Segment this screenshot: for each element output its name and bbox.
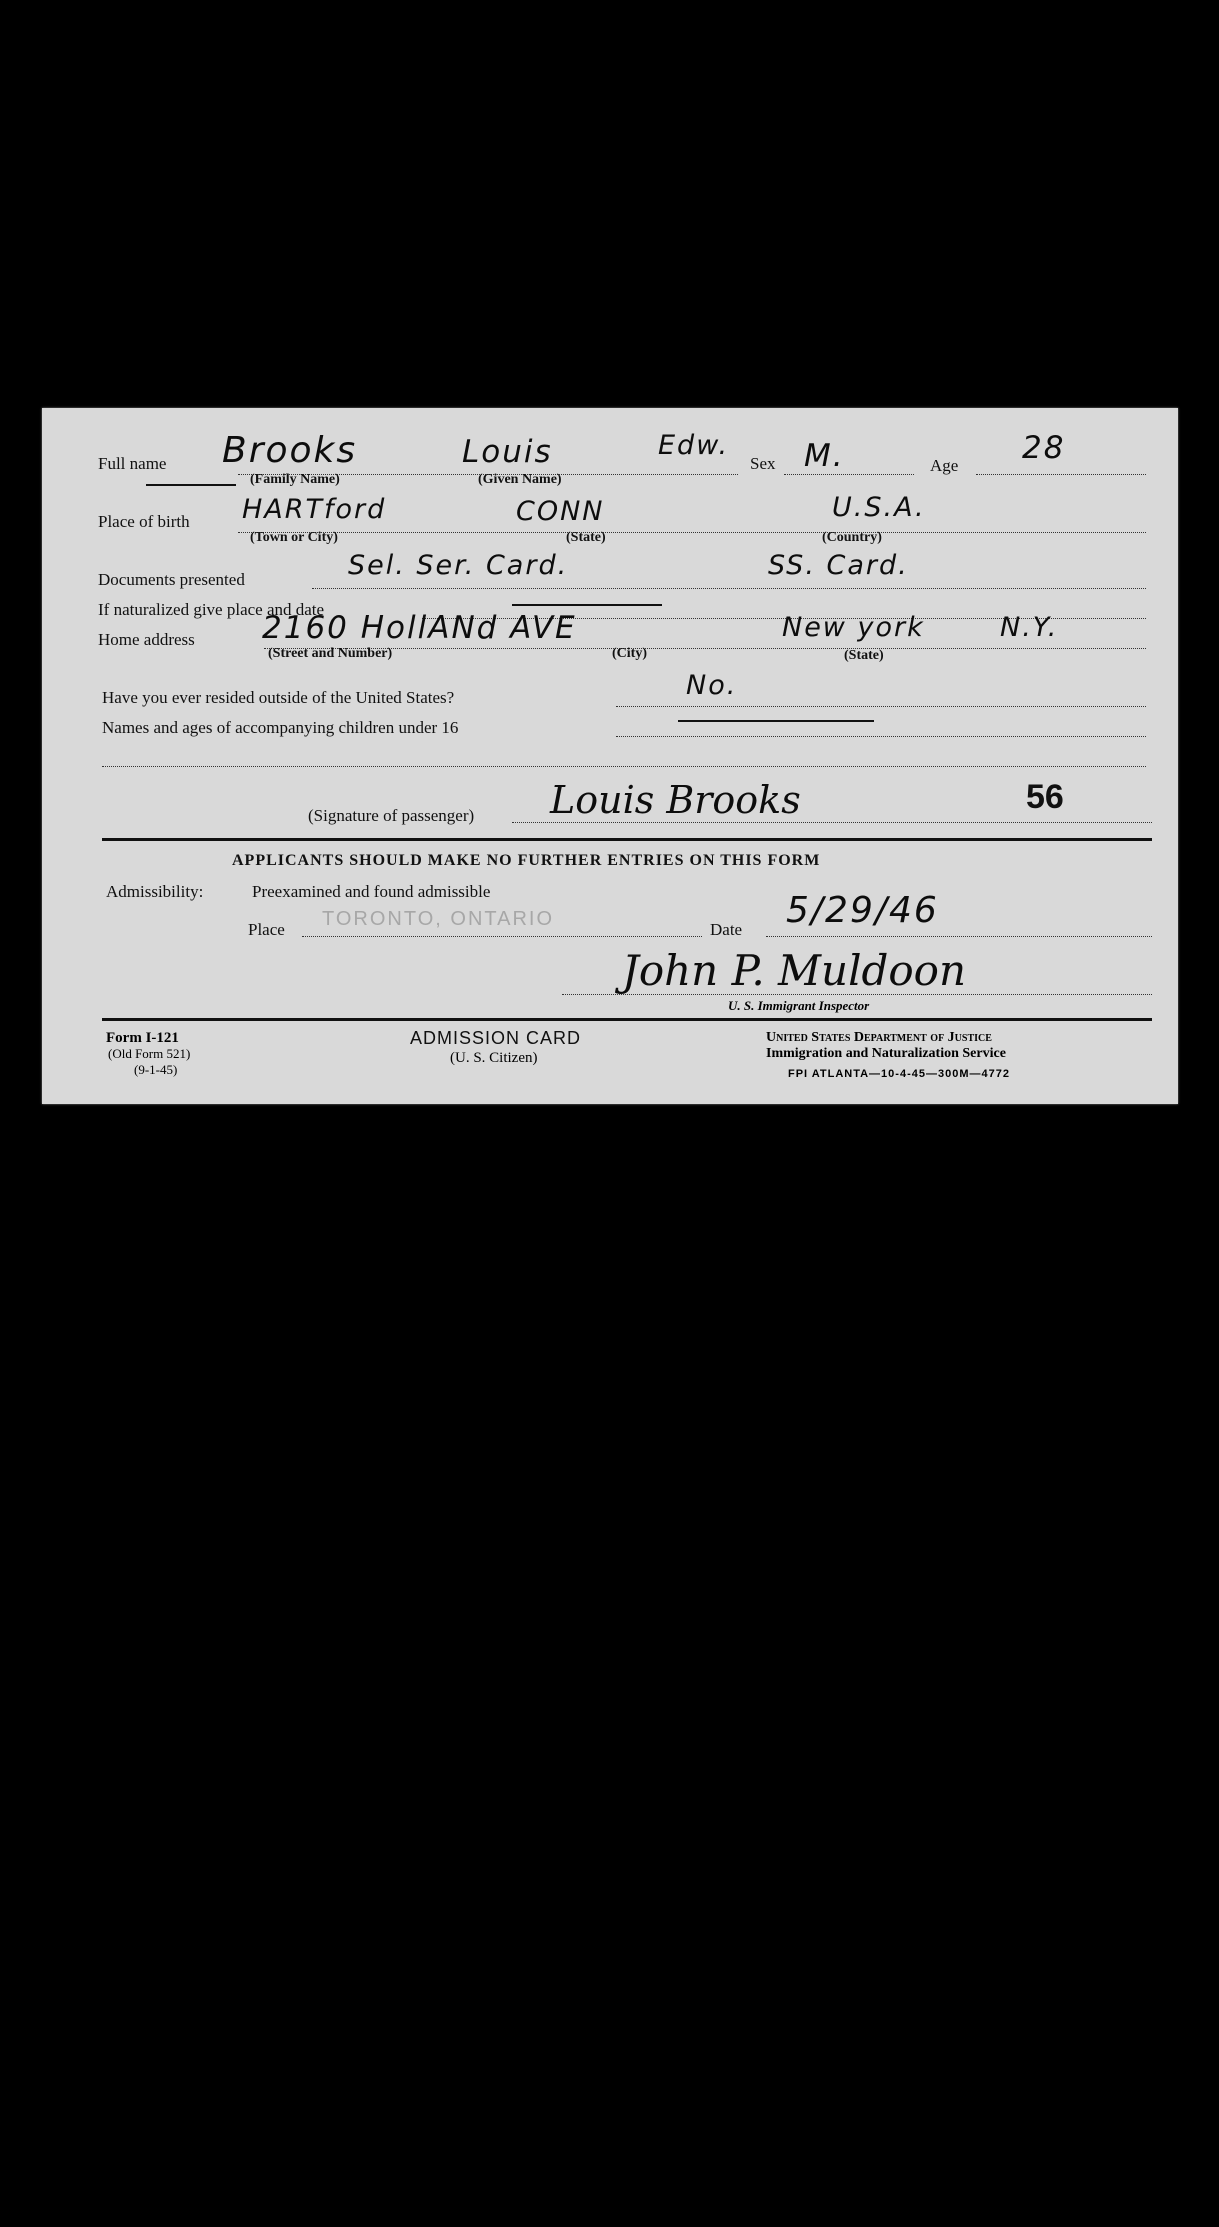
family-name-value: Brooks: [222, 430, 358, 471]
documents-underline: [512, 604, 662, 606]
place-of-birth-label: Place of birth: [98, 512, 190, 531]
old-form-number: (Old Form 521): [108, 1046, 191, 1061]
town-caption: (Town or City): [250, 530, 338, 545]
city-value: New york: [782, 612, 925, 643]
country-caption: (Country): [822, 530, 882, 545]
place-label: Place: [248, 920, 285, 939]
family-name-caption: (Family Name): [250, 472, 340, 487]
card-title: ADMISSION CARD: [410, 1028, 582, 1048]
passenger-signature: Louis Brooks: [550, 778, 801, 822]
date-label: Date: [710, 920, 743, 939]
form-date: (9-1-45): [134, 1062, 178, 1077]
service-name: Immigration and Naturalization Service: [766, 1046, 1006, 1061]
documents-value-1: Sel. Ser. Card.: [348, 550, 569, 581]
street-value: 2160 HollANd AVE: [262, 610, 577, 646]
city-caption: (City): [612, 646, 647, 661]
date-value: 5/29/46: [786, 890, 939, 931]
place-stamp: TORONTO, ONTARIO: [322, 908, 555, 930]
admissibility-text: Preexamined and found admissible: [252, 882, 491, 901]
birth-state-value: CONN: [516, 496, 605, 527]
inspector-signature: John P. Muldoon: [622, 946, 967, 995]
given-name-value: Louis: [462, 434, 553, 470]
signature-label: (Signature of passenger): [308, 806, 475, 825]
sex-label: Sex: [750, 454, 776, 473]
admission-card: [42, 408, 1178, 1104]
print-code: FPI ATLANTA—10-4-45—300M—4772: [788, 1068, 1010, 1080]
full-name-underline: [146, 484, 236, 486]
no-further-entries-heading: APPLICANTS SHOULD MAKE NO FURTHER ENTRIES ON THIS FORM: [232, 852, 821, 869]
address-state-value: N.Y.: [1000, 612, 1059, 643]
inspector-caption: U. S. Immigrant Inspector: [728, 998, 870, 1013]
resided-question: Have you ever resided outside of the United States?: [102, 688, 455, 707]
street-caption: (Street and Number): [268, 646, 393, 661]
age-label: Age: [930, 456, 959, 475]
documents-label: Documents presented: [98, 570, 245, 589]
admissibility-label: Admissibility:: [106, 882, 204, 901]
home-address-label: Home address: [98, 630, 195, 649]
resided-answer: No.: [686, 670, 738, 701]
birth-country-value: U.S.A.: [832, 492, 926, 523]
form-number: Form I-121: [106, 1030, 179, 1046]
department-name: United States Department of Justice: [766, 1030, 992, 1045]
section-divider: [102, 838, 1152, 841]
age-value: 28: [1022, 430, 1066, 466]
children-label: Names and ages of accompanying children under 16: [102, 718, 459, 737]
footer-divider: [102, 1018, 1152, 1021]
full-name-label: Full name: [98, 454, 167, 473]
resided-underline: [678, 720, 874, 722]
sex-value: M.: [804, 438, 845, 474]
state-caption: (State): [566, 530, 606, 545]
given-name-caption: (Given Name): [478, 472, 562, 487]
stamp-number: 56: [1026, 778, 1064, 816]
card-subtitle: (U. S. Citizen): [450, 1050, 538, 1066]
middle-name-value: Edw.: [658, 430, 730, 461]
address-state-caption: (State): [844, 648, 884, 663]
birth-town-value: HARTford: [242, 494, 387, 525]
documents-value-2: SS. Card.: [768, 550, 909, 581]
naturalized-label: If naturalized give place and date: [98, 600, 325, 619]
